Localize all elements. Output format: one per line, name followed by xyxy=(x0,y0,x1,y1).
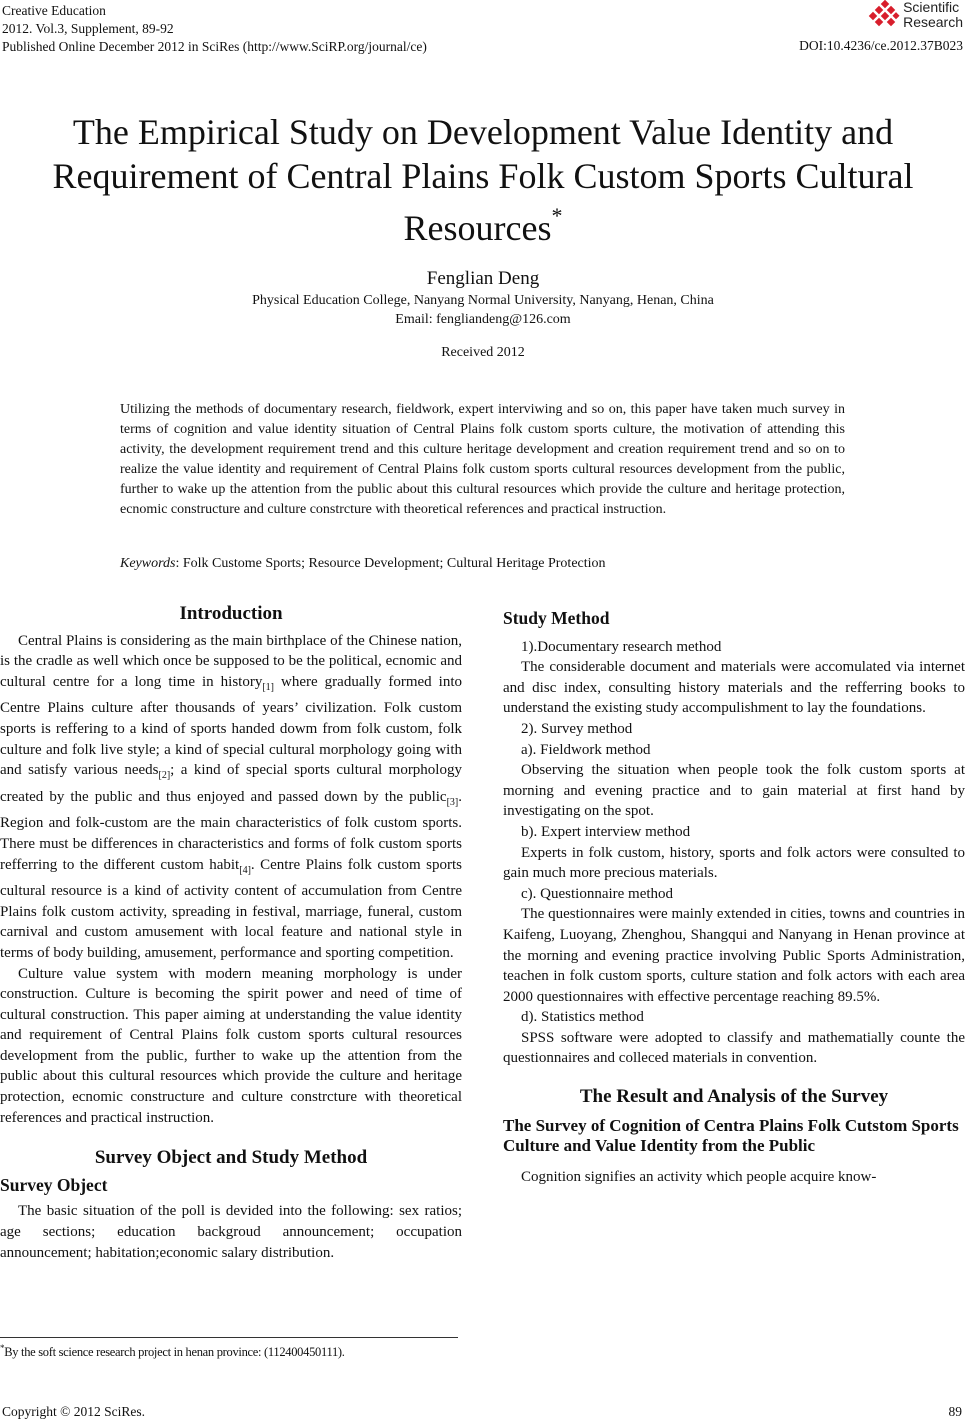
footnote-mark: * xyxy=(0,1343,5,1353)
method-2c-title: c). Questionnaire method xyxy=(521,885,674,902)
citation-2: [2] xyxy=(158,770,171,782)
citation-1: [1] xyxy=(262,681,275,693)
abstract: Utilizing the methods of documentary research, fieldwork, expert interviwing and so on, this paper have taken much survey in terms of cognition and value identity situation of Central Plains folk custom sports culture, the motivation of attending this activity, the development requirement trend and this culture heritage development and creation requirement trend and so on to realize the value identity and requirement of Central Plains folk custom sports cultural resources development from the public, further to wake up the attention from the public about this cultural resources which provide the culture and heritage protection, ecnomic constructure and culture constrcture with theoretical references and practical instruction. xyxy=(120,402,845,517)
result-subheading: The Survey of Cognition of Centra Plains Folk Cutstom Sports Culture and Value Identity from the Public xyxy=(503,1115,959,1156)
introduction-heading: Introduction xyxy=(179,603,283,624)
doi: DOI:10.4236/ce.2012.37B023 xyxy=(799,38,963,53)
footnote-rule xyxy=(0,1337,458,1338)
footnote-text: By the soft science research project in henan province: (112400450111). xyxy=(4,1345,345,1360)
title-line-1: The Empirical Study on Development Value Identity and xyxy=(72,112,894,152)
logo-line-2: Research xyxy=(903,14,963,30)
author-email: Email: fengliandeng@126.com xyxy=(395,312,571,327)
author-name: Fenglian Deng xyxy=(426,268,540,289)
survey-object-text: The basic situation of the poll is devided into the following: sex ratios; age sections; education backgroud announcement; occupation announcement; habitation;economic salary distribution. xyxy=(0,1203,462,1261)
footnote xyxy=(0,1343,345,1360)
method-2c-text: The questionnaires were mainly extended in cities, towns and countries in Kaifeng, Luoyang, Zhenghou, Shangqui and Nanyang in Henan province at the morning and evening practice involving Public Sports Administration, teachen in folk custom sports, culture station and folk actors with each area 2000 questionnaires with effective percentage reaching 89.5%. xyxy=(503,906,965,1005)
title-line-2: Requirement of Central Plains Folk Custom Sports Cultural xyxy=(52,156,914,196)
study-method-heading: Study Method xyxy=(503,608,610,628)
title-line-3: Resources xyxy=(403,208,552,248)
citation-4: [4] xyxy=(239,864,251,876)
copyright: Copyright © 2012 SciRes. xyxy=(2,1404,146,1419)
method-1-text: The considerable document and materials were accomulated via internet and disc index, consulting history materials and the refferring books to understand the existing study accompulishment to lay the foundations. xyxy=(503,659,965,717)
method-2d-text: SPSS software were adopted to classify and mathematially counte the questionnaires and colleced materials in convention. xyxy=(503,1029,965,1067)
journal-volume: 2012. Vol.3, Supplement, 89-92 xyxy=(2,21,174,36)
author-affiliation: Physical Education College, Nanyang Normal University, Nanyang, Henan, China xyxy=(252,293,714,308)
paper-title xyxy=(0,110,966,250)
survey-object-heading: Survey Object xyxy=(0,1174,108,1195)
intro-paragraph-1: Central Plains is considering as the main birthplace of the Chinese nation, is the cradle as well which once be supposed to be the political, ecnomic and cultural centre for a long time in history$_{[1]}$ where gradually formed into Centre Plains culture after thousands of years’ civilization. Folk custom sports is reffering to a kind of sports handed dowm from folk custom, folk culture and folk live style; a kind of special cultural morphology going with and satisfy various needs$_{[2]}$; a kind of special sports cultural morphology created by the public and thus enjoyed and passed down by the public$_{[3]}$. Region and folk-custom are the main characteristics of folk custom sports. There must be differences in characteristics and forms of folk custom sports refferring to the different custom habit$_{[4]}$. Centre Plains folk custom sports cultural resource is a kind of activity content of accumulation from Centre Plains folk custom activity, spreading in festival, marriage, funeral, custom carnival and custom amusement with local feature and national style in terms of body building, amusement, performance and sporting competition. xyxy=(0,632,462,961)
result-paragraph-1: Cognition signifies an activity which people acquire know- xyxy=(521,1168,877,1185)
keywords-text: : Folk Custome Sports; Resource Development; Cultural Heritage Protection xyxy=(175,556,606,571)
method-1-title: 1).Documentary research method xyxy=(521,638,722,655)
title-footnote-mark: * xyxy=(551,203,563,228)
result-heading: The Result and Analysis of the Survey xyxy=(579,1086,889,1108)
logo-diamond-icon xyxy=(867,0,901,30)
method-2b-title: b). Expert interview method xyxy=(521,823,691,840)
journal-header xyxy=(2,2,427,56)
scientific-research-logo xyxy=(867,0,963,30)
method-2a-title: a). Fieldwork method xyxy=(521,741,651,758)
author-affiliation-block xyxy=(0,291,966,329)
received-date: Received 2012 xyxy=(441,345,525,360)
keywords-label: Keywords xyxy=(120,556,176,571)
left-column xyxy=(0,604,462,1263)
journal-name: Creative Education xyxy=(2,3,106,18)
page-number: 89 xyxy=(948,1404,962,1419)
method-2b-text: Experts in folk custom, history, sports and folk actors were consulted to gain much more precious materials. xyxy=(503,844,965,882)
right-column xyxy=(503,608,965,1187)
method-2a-text: Observing the situation when people took the folk custom sports at morning and evening practice and to gain material at first hand by investigating on the spot. xyxy=(503,762,965,820)
method-2-title: 2). Survey method xyxy=(521,720,633,737)
method-2d-title: d). Statistics method xyxy=(521,1009,644,1026)
citation-3: [3] xyxy=(446,796,459,808)
journal-published: Published Online December 2012 in SciRes (http://www.SciRP.org/journal/ce) xyxy=(2,39,427,54)
survey-heading: Survey Object and Study Method xyxy=(94,1147,368,1169)
logo-line-1: Scientific xyxy=(903,0,960,15)
intro-paragraph-2: Culture value system with modern meaning morphology is under construction. Culture is becoming the spirit power and need of time of cultural construction. This paper aiming at understanding the value identity and requirement of Central Plains folk custom sports cultural resources development from the public, further to wake up the attention from the public about this cultural resources which provide the culture and heritage protection, ecnomic constructure and culture constrcture with theoretical references and practical instruction. xyxy=(0,965,462,1126)
keywords xyxy=(120,556,845,572)
